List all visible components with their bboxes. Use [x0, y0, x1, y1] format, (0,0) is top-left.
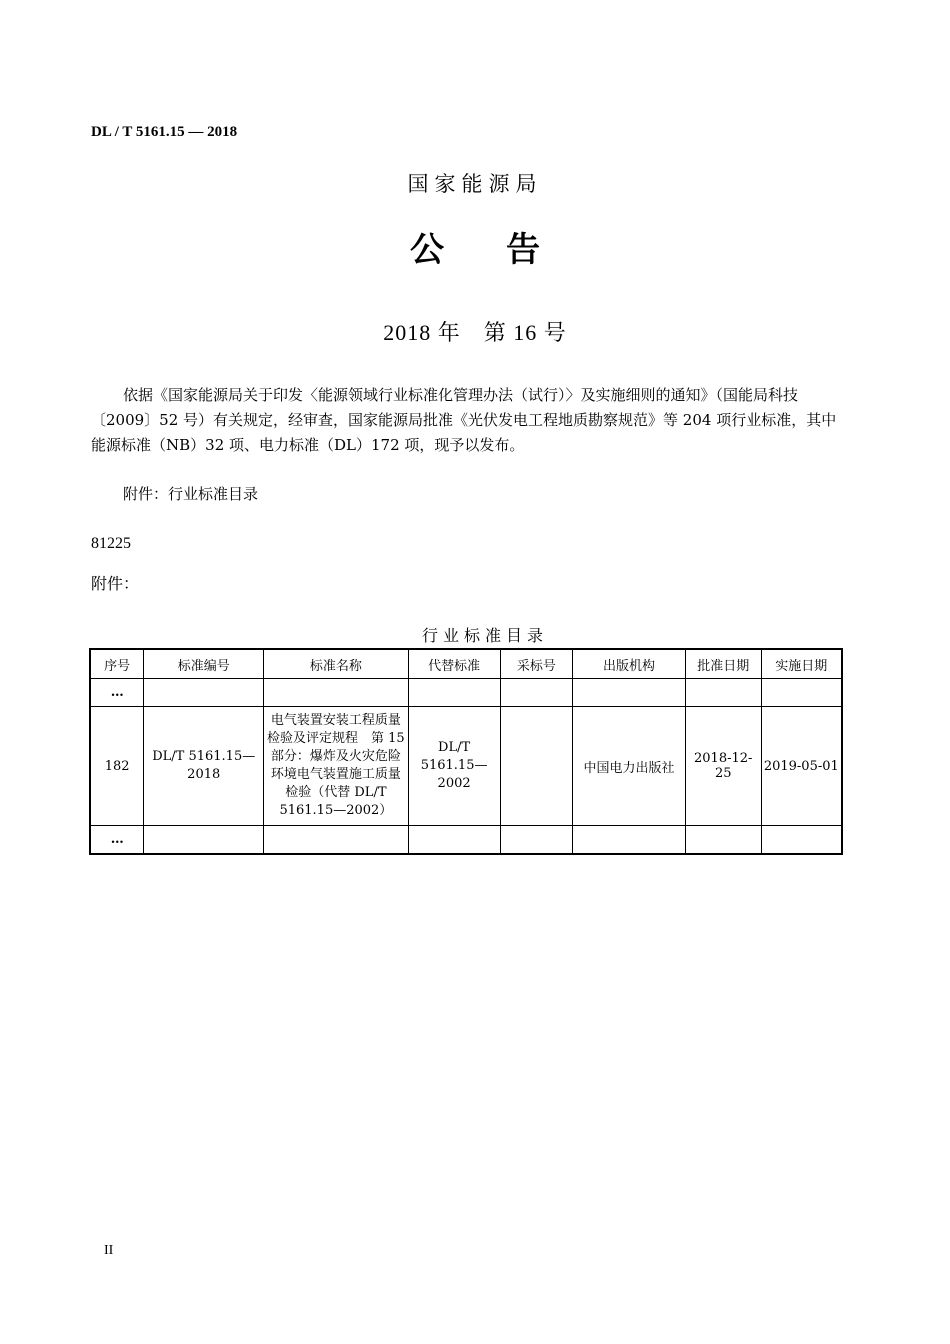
cell-seq: 182 [90, 707, 144, 826]
empty-cell [408, 826, 500, 855]
notice-title: 公告 [410, 230, 602, 270]
cell-publisher: 中国电力出版社 [573, 707, 686, 826]
empty-cell [573, 826, 686, 855]
table-title: 行业标准目录 [421, 626, 548, 645]
document-code: 81225 [91, 535, 131, 552]
header-effective-date: 实施日期 [761, 649, 842, 679]
cell-replaces: DL/T 5161.15—2002 [408, 707, 500, 826]
header-std-name: 标准名称 [264, 649, 409, 679]
header-publisher: 出版机构 [573, 649, 686, 679]
cell-approval-date: 2018-12-25 [685, 707, 761, 826]
cell-std-no: DL/T 5161.15—2018 [144, 707, 264, 826]
ellipsis-cell: … [90, 679, 144, 707]
empty-cell [573, 679, 686, 707]
header-seq: 序号 [90, 649, 144, 679]
header-std-no: 标准编号 [144, 649, 264, 679]
header-replaces: 代替标准 [408, 649, 500, 679]
empty-cell [761, 826, 842, 855]
empty-cell [761, 679, 842, 707]
empty-cell [500, 826, 573, 855]
cell-effective-date: 2019-05-01 [761, 707, 842, 826]
header-approval-date: 批准日期 [685, 649, 761, 679]
empty-cell [264, 679, 409, 707]
notice-body: 依据《国家能源局关于印发〈能源领域行业标准化管理办法（试行）〉及实施细则的通知》（国能局科技〔2009〕52 号）有关规定，经审查，国家能源局批准《光伏发电工程地质勘察规范》等 204 项行业标准，其中能源标准（NB）32 项、电力标准（DL）172 项，现予以发布。 [91, 386, 837, 454]
empty-cell [408, 679, 500, 707]
attachment-line: 附件：行业标准目录 [123, 485, 259, 503]
header-adopted: 采标号 [500, 649, 573, 679]
empty-cell [264, 826, 409, 855]
table-header-row [90, 649, 842, 679]
issue-number: 2018 年 第 16 号 [383, 320, 567, 345]
table-row-ellipsis [90, 826, 842, 855]
standard-code-header: DL / T 5161.15 — 2018 [91, 124, 238, 140]
empty-cell [500, 679, 573, 707]
empty-cell [685, 679, 761, 707]
attachment-label: 附件： [91, 574, 140, 593]
page-number: II [104, 1243, 114, 1258]
cell-std-name: 电气装置安装工程质量检验及评定规程 第 15 部分：爆炸及火灾危险环境电气装置施工质量检验（代替 DL/T 5161.15—2002） [264, 707, 409, 826]
empty-cell [144, 679, 264, 707]
empty-cell [144, 826, 264, 855]
table-row-ellipsis [90, 679, 842, 707]
issuing-agency: 国家能源局 [407, 172, 543, 196]
empty-cell [685, 826, 761, 855]
ellipsis-cell: … [90, 826, 144, 855]
table-row [90, 707, 842, 826]
cell-adopted [500, 707, 573, 826]
standards-catalog-table [89, 648, 843, 855]
